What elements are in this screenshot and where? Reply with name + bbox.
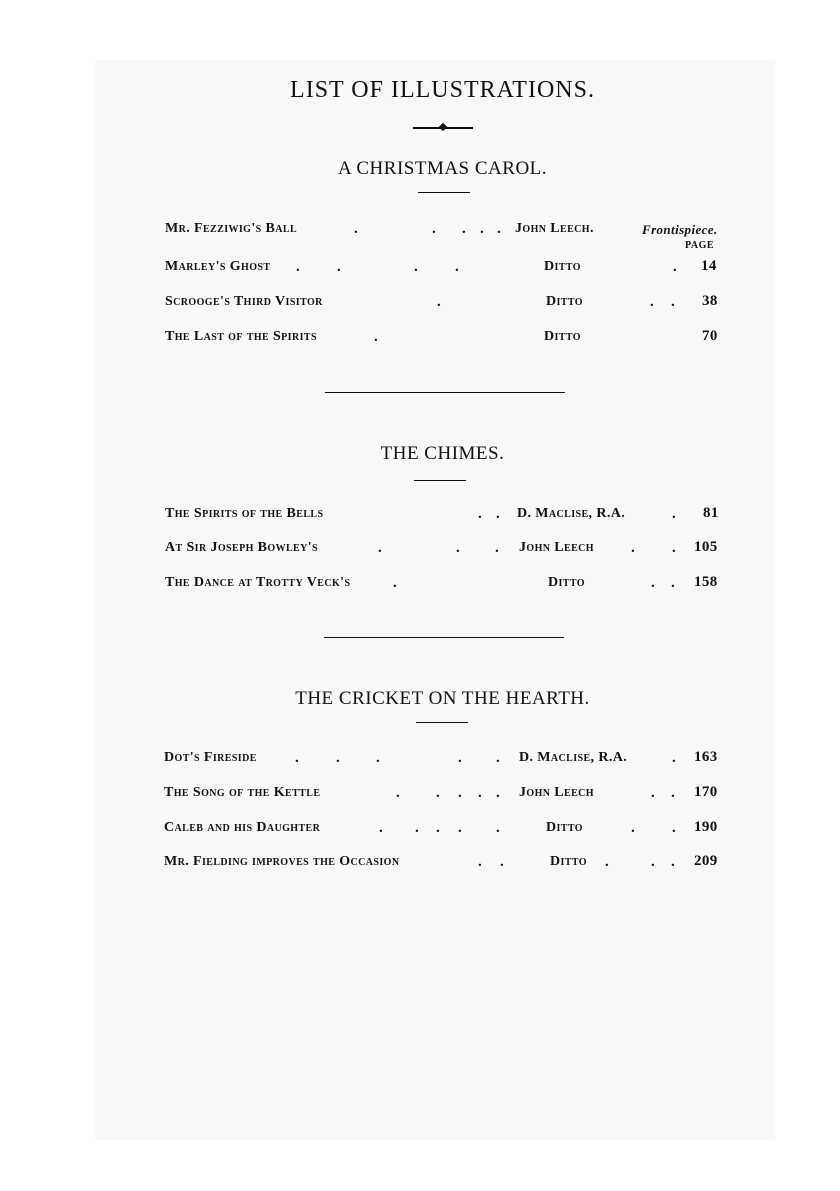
leader-dot: . <box>436 820 440 836</box>
leader-dot: . <box>336 750 340 766</box>
section-title-christmas-carol: A CHRISTMAS CAROL. <box>337 158 548 179</box>
entry-artist: Ditto <box>550 854 587 869</box>
entry-artist: Ditto <box>548 575 585 590</box>
entry-artist: John Leech <box>519 785 594 800</box>
entry-subject: Caleb and his Daughter <box>164 820 321 835</box>
leader-dot: . <box>478 506 482 522</box>
leader-dot: . <box>458 820 462 836</box>
entry-page: 158 <box>694 574 718 590</box>
leader-dot: . <box>432 221 436 237</box>
entry-subject: The Dance at Trotty Veck's <box>165 575 351 590</box>
leader-dot: . <box>671 854 675 870</box>
leader-dot: . <box>496 750 500 766</box>
leader-dot: . <box>437 294 441 310</box>
entry-page: 209 <box>694 853 718 869</box>
entry-page: 14 <box>701 258 717 274</box>
entry-subject: At Sir Joseph Bowley's <box>165 540 319 555</box>
entry-page: 70 <box>702 328 718 344</box>
leader-dot: . <box>496 506 500 522</box>
leader-dot: . <box>393 575 397 591</box>
leader-dot: . <box>462 221 466 237</box>
page-title: LIST OF ILLUSTRATIONS. <box>290 77 595 103</box>
section-title-chimes: THE CHIMES. <box>380 443 505 464</box>
leader-dot: . <box>496 820 500 836</box>
section-title-cricket: THE CRICKET ON THE HEARTH. <box>295 688 590 709</box>
entry-page: 38 <box>702 293 718 309</box>
leader-dot: . <box>480 221 484 237</box>
frontispiece-label: Frontispiece. <box>642 222 718 237</box>
entry-artist: D. Maclise, R.A. <box>519 750 628 765</box>
entry-subject: Dot's Fireside <box>164 750 257 765</box>
entry-subject: The Spirits of the Bells <box>165 506 324 521</box>
leader-dot: . <box>436 785 440 801</box>
leader-dot: . <box>671 575 675 591</box>
leader-dot: . <box>631 820 635 836</box>
leader-dot: . <box>374 329 378 345</box>
leader-dot: . <box>672 540 676 556</box>
leader-dot: . <box>651 575 655 591</box>
entry-subject: Mr. Fielding improves the Occasion <box>164 854 400 869</box>
leader-dot: . <box>378 540 382 556</box>
leader-dot: . <box>605 854 609 870</box>
leader-dot: . <box>376 750 380 766</box>
leader-dot: . <box>495 540 499 556</box>
entry-artist: Ditto <box>544 329 581 344</box>
leader-dot: . <box>631 540 635 556</box>
leader-dot: . <box>295 750 299 766</box>
leader-dot: . <box>415 820 419 836</box>
leader-dot: . <box>672 820 676 836</box>
section-divider <box>324 637 564 638</box>
entry-subject: Marley's Ghost <box>165 259 271 274</box>
entry-page: 163 <box>694 749 718 765</box>
leader-dot: . <box>396 785 400 801</box>
entry-page: 81 <box>703 505 719 521</box>
leader-dot: . <box>354 221 358 237</box>
leader-dot: . <box>497 221 501 237</box>
entry-subject: Mr. Fezziwig's Ball <box>165 221 298 236</box>
leader-dot: . <box>651 854 655 870</box>
leader-dot: . <box>458 785 462 801</box>
leader-dot: . <box>337 259 341 275</box>
entry-subject: The Song of the Kettle <box>164 785 321 800</box>
leader-dot: . <box>500 854 504 870</box>
leader-dot: . <box>458 750 462 766</box>
entry-artist: John Leech. <box>515 221 594 236</box>
page-column-label: PAGE <box>685 240 715 251</box>
leader-dot: . <box>671 785 675 801</box>
leader-dot: . <box>456 540 460 556</box>
entry-page: 105 <box>694 539 718 555</box>
leader-dot: . <box>672 750 676 766</box>
leader-dot: . <box>455 259 459 275</box>
entry-page: 190 <box>694 819 718 835</box>
section-rule <box>418 192 470 193</box>
leader-dot: . <box>673 259 677 275</box>
leader-dot: . <box>651 785 655 801</box>
entry-subject: The Last of the Spirits <box>165 329 317 344</box>
entry-artist: Ditto <box>546 294 583 309</box>
entry-artist: D. Maclise, R.A. <box>517 506 626 521</box>
leader-dot: . <box>296 259 300 275</box>
leader-dot: . <box>414 259 418 275</box>
entry-page: 170 <box>694 784 718 800</box>
entry-subject: Scrooge's Third Visitor <box>165 294 323 309</box>
section-rule <box>416 722 468 723</box>
leader-dot: . <box>672 506 676 522</box>
leader-dot: . <box>671 294 675 310</box>
entry-artist: Ditto <box>546 820 583 835</box>
leader-dot: . <box>478 785 482 801</box>
section-divider <box>325 392 565 393</box>
leader-dot: . <box>379 820 383 836</box>
leader-dot: . <box>496 785 500 801</box>
leader-dot: . <box>478 854 482 870</box>
entry-artist: Ditto <box>544 259 581 274</box>
leader-dot: . <box>650 294 654 310</box>
entry-artist: John Leech <box>519 540 594 555</box>
section-rule <box>414 480 466 481</box>
